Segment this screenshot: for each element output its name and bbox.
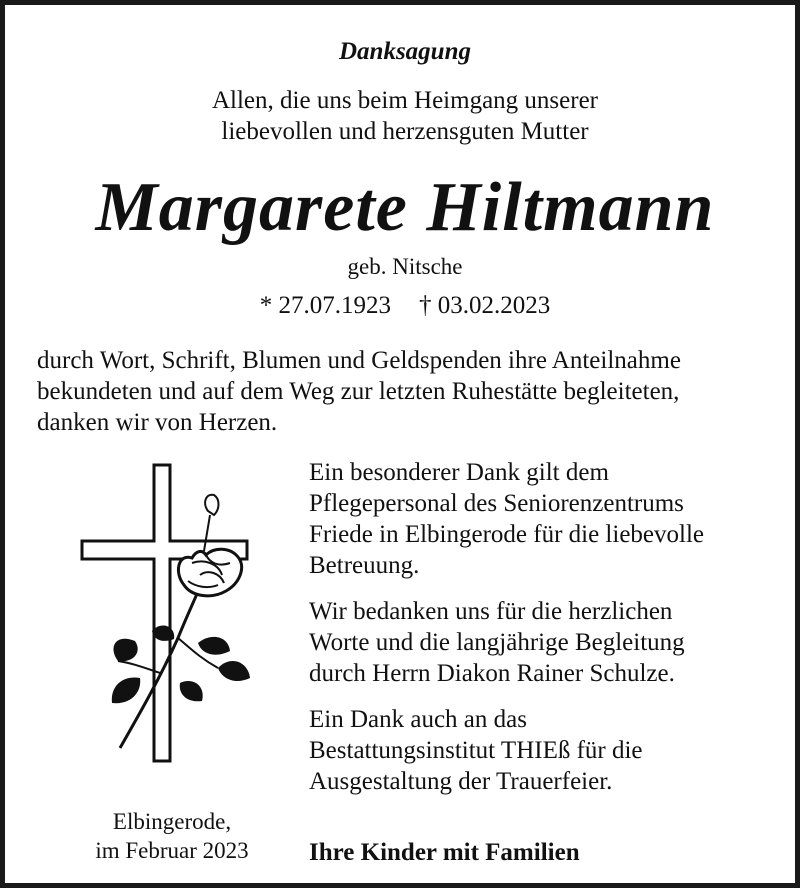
life-dates <box>5 292 800 320</box>
place-and-date <box>77 807 267 865</box>
acknowledgement-line: Friede in Elbingerode für die liebevolle <box>309 521 705 548</box>
date: im Februar 2023 <box>95 838 249 863</box>
intro-line: Allen, die uns beim Heimgang unserer <box>211 87 598 114</box>
maiden-name: geb. Nitsche <box>347 254 463 279</box>
acknowledgement-line: durch Herrn Diakon Rainer Schulze. <box>309 660 675 687</box>
acknowledgements <box>309 457 779 812</box>
intro-text <box>5 85 800 147</box>
thanks-line: durch Wort, Schrift, Blumen und Geldspenden ihre Anteilnahme <box>37 347 681 374</box>
thanks-line: bekundeten und auf dem Weg zur letzten Ruhestätte begleiteten, <box>37 378 680 405</box>
acknowledgement-line: Pflegepersonal des Seniorenzentrums <box>309 490 684 517</box>
cross-with-rose-icon <box>80 463 255 763</box>
place: Elbingerode, <box>112 809 232 834</box>
acknowledgement-paragraph <box>309 596 779 689</box>
acknowledgement-paragraph <box>309 457 779 581</box>
acknowledgement-paragraph <box>309 704 779 797</box>
heading: Danksagung <box>339 38 471 65</box>
acknowledgement-line: Ein Dank auch an das <box>309 706 527 733</box>
signoff: Ihre Kinder mit Familien <box>309 839 580 866</box>
acknowledgement-line: Betreuung. <box>309 552 420 579</box>
acknowledgement-line: Ausgestaltung der Trauerfeier. <box>309 768 613 795</box>
intro-line: liebevollen und herzensguten Mutter <box>221 118 589 145</box>
acknowledgement-line: Wir bedanken uns für die herzlichen <box>309 598 673 625</box>
thanks-line: danken wir von Herzen. <box>37 409 278 436</box>
acknowledgement-line: Worte und die langjährige Begleitung <box>309 629 685 656</box>
thanks-paragraph <box>37 345 777 438</box>
acknowledgement-line: Ein besonderer Dank gilt dem <box>309 459 609 486</box>
death-date: † 03.02.2023 <box>419 292 551 319</box>
acknowledgement-line: Bestattungsinstitut THIEß für die <box>309 737 643 764</box>
deceased-name: Margarete Hiltmann <box>95 169 715 246</box>
birth-date: * 27.07.1923 <box>259 292 391 319</box>
